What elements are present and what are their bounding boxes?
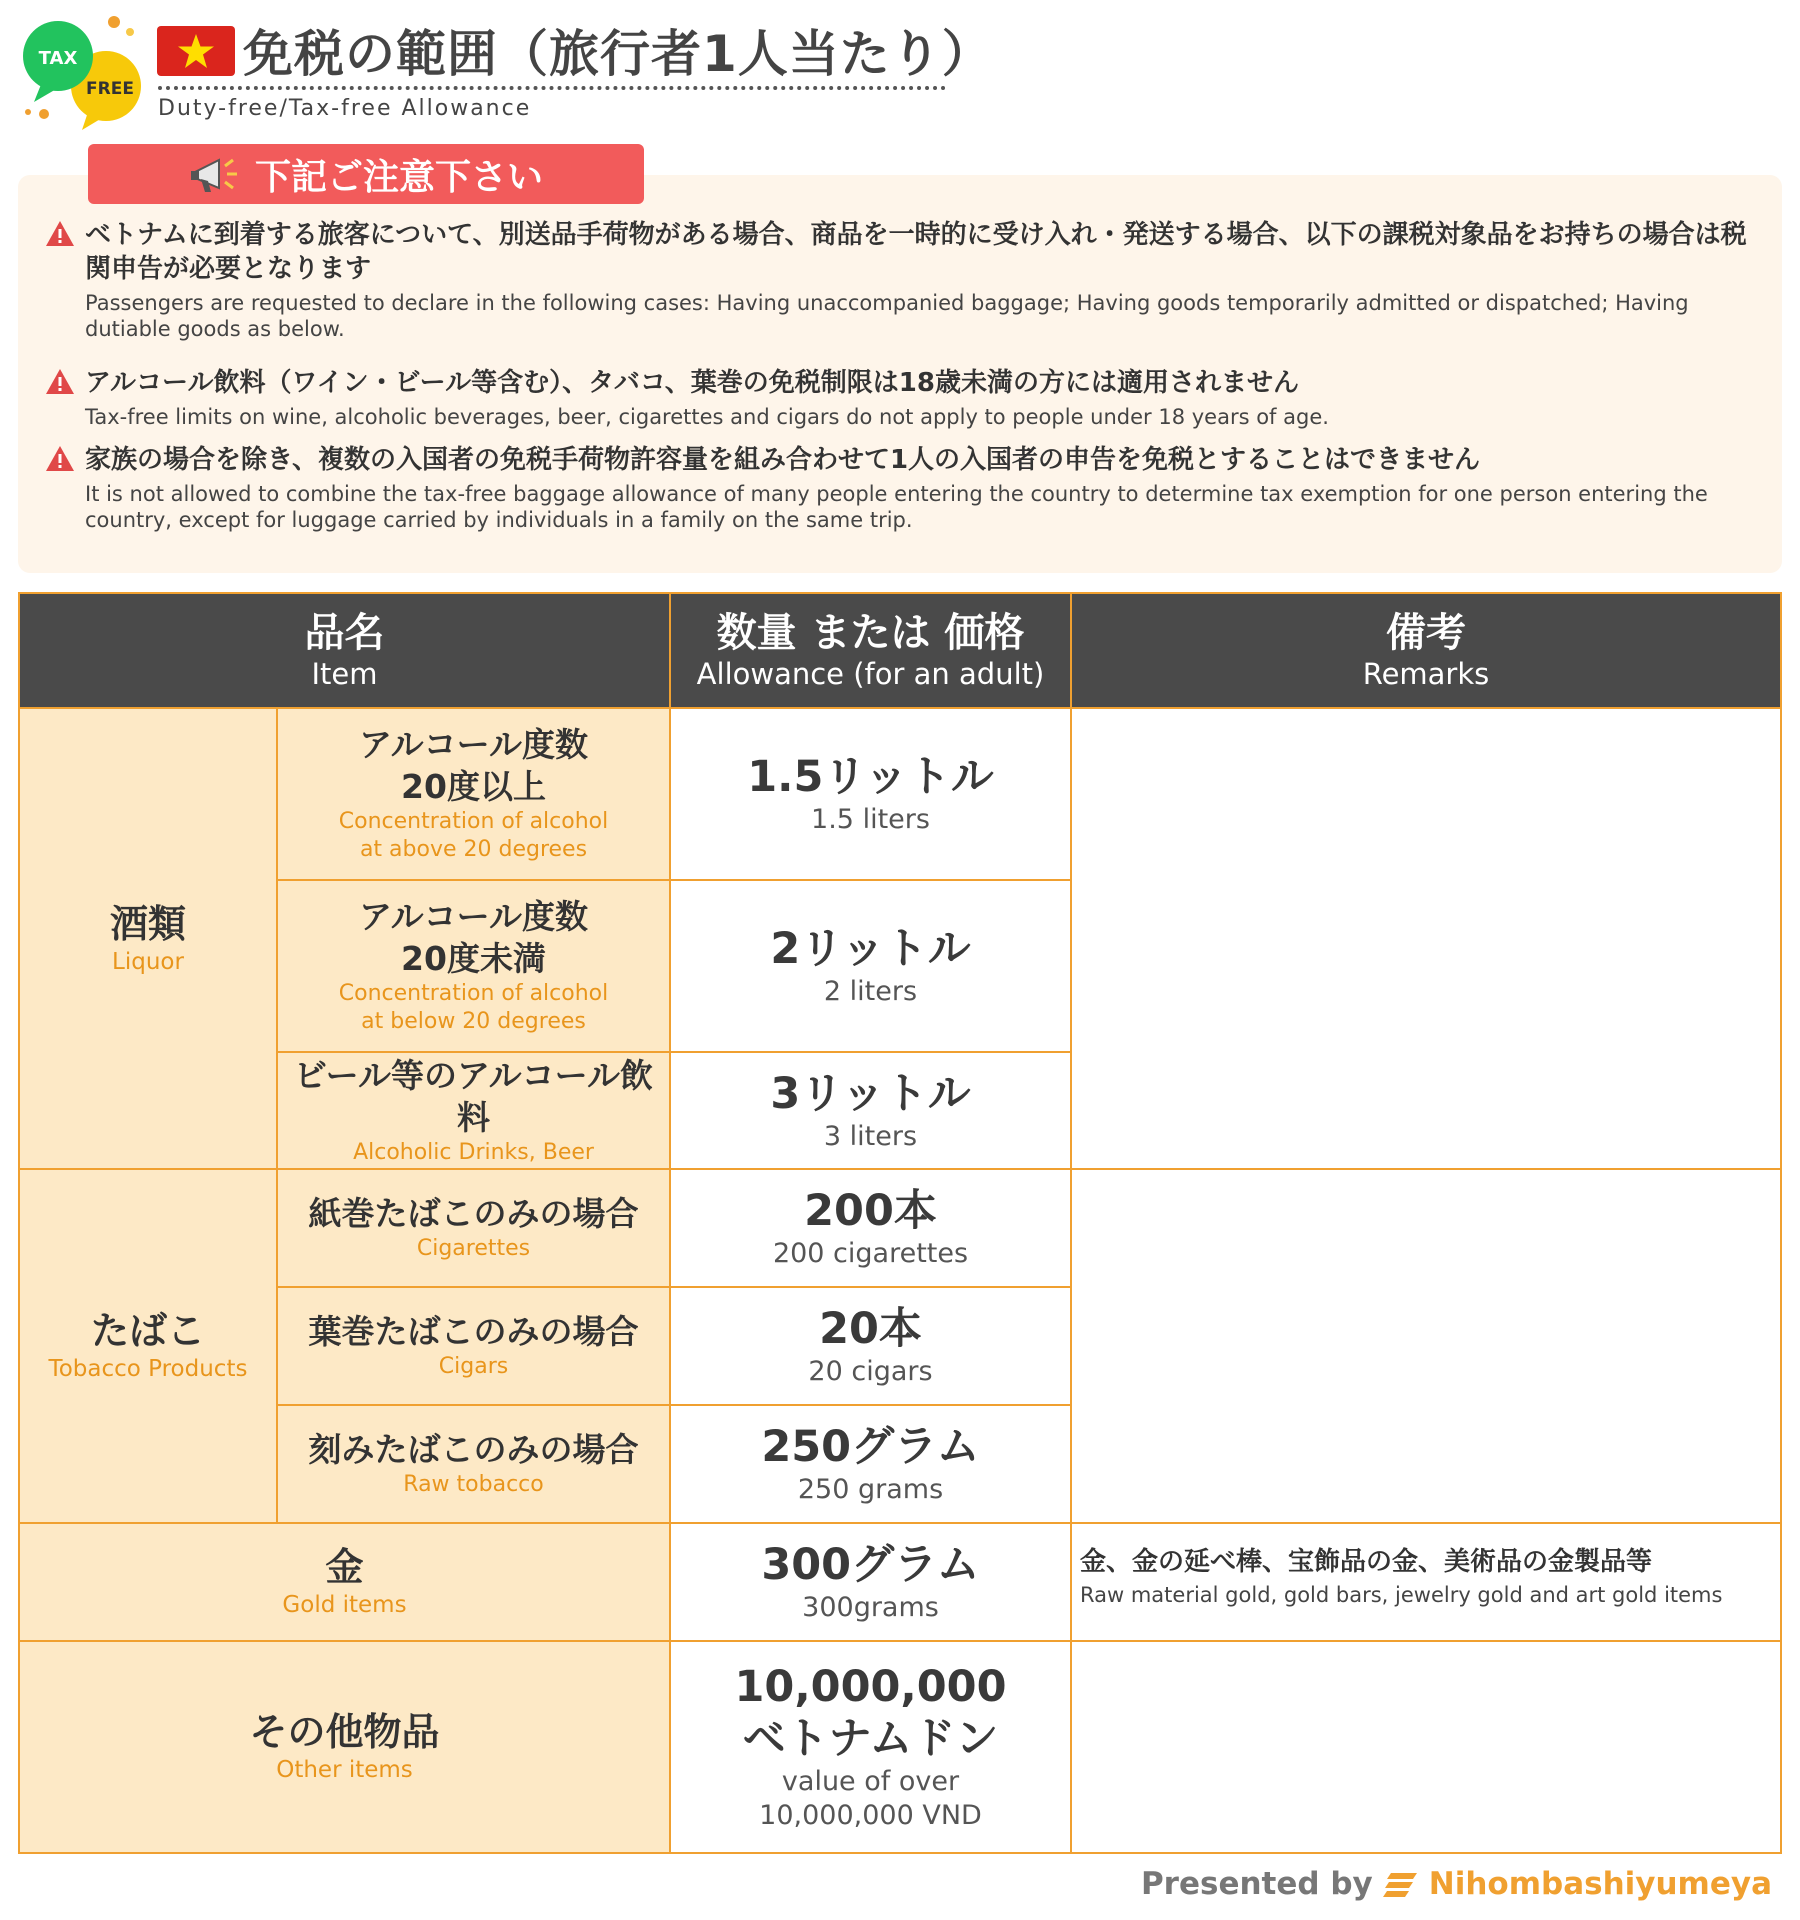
item-en-line1: Concentration of alcohol	[338, 809, 609, 834]
item-jp-line2: 20度以上	[401, 767, 546, 806]
value-jp: 1.5リットル	[747, 752, 994, 802]
allowance-table	[18, 592, 1782, 1854]
value-cigarettes	[671, 1170, 1072, 1288]
header-item-jp: 品名	[304, 609, 385, 656]
category-tobacco	[20, 1170, 278, 1524]
value-jp: 250グラム	[761, 1422, 980, 1472]
value-en: 20 cigars	[808, 1356, 933, 1387]
category-liquor-jp: 酒類	[109, 901, 186, 946]
notice-item-1	[45, 218, 1765, 342]
header-remarks-en: Remarks	[1362, 656, 1490, 691]
category-gold-jp: 金	[325, 1545, 364, 1589]
warning-icon	[45, 220, 75, 248]
item-raw-tobacco	[278, 1406, 671, 1524]
tax-free-bubbles-icon	[22, 14, 152, 134]
item-jp-line1: アルコール度数	[358, 897, 589, 936]
category-other-jp: その他物品	[249, 1710, 440, 1754]
remarks-gold	[1072, 1524, 1780, 1642]
value-jp: 2リットル	[770, 924, 971, 974]
remarks-other	[1072, 1642, 1780, 1852]
item-jp: 紙巻たばこのみの場合	[308, 1194, 639, 1233]
category-tobacco-jp: たばこ	[90, 1309, 205, 1353]
remarks-liquor	[1072, 709, 1780, 1170]
value-en-line2: 10,000,000 VND	[759, 1800, 982, 1831]
value-jp: 300グラム	[761, 1540, 980, 1590]
remarks-gold-jp: 金、金の延べ棒、宝飾品の金、美術品の金製品等	[1080, 1547, 1653, 1577]
item-jp: ビール等のアルコール飲料	[293, 1055, 654, 1137]
item-jp: 刻みたばこのみの場合	[308, 1430, 639, 1469]
item-en: Cigarettes	[416, 1236, 531, 1261]
value-en: 200 cigarettes	[772, 1238, 969, 1269]
value-en-line1: value of over	[781, 1766, 960, 1797]
category-other	[20, 1642, 671, 1852]
item-en-line2: at above 20 degrees	[359, 837, 588, 862]
logo-tax-text: TAX	[38, 48, 78, 69]
remarks-tobacco	[1072, 1170, 1780, 1524]
warning-icon	[45, 445, 75, 473]
item-en: Alcoholic Drinks, Beer	[353, 1139, 594, 1165]
notice-tab-label: 下記ご注意下さい	[254, 156, 543, 198]
notice-item-3	[45, 443, 1765, 533]
value-en: 250 grams	[797, 1474, 944, 1505]
category-gold	[20, 1524, 671, 1642]
item-liquor-above-20	[278, 709, 671, 881]
title-divider	[158, 86, 946, 90]
header-item	[20, 594, 671, 709]
value-gold	[671, 1524, 1072, 1642]
value-liquor-below-20	[671, 881, 1072, 1053]
item-en-line1: Concentration of alcohol	[338, 981, 609, 1006]
header-allowance-jp: 数量 または 価格	[716, 609, 1025, 656]
item-en: Raw tobacco	[403, 1472, 544, 1497]
value-en: 2 liters	[823, 976, 918, 1007]
header-allowance-en: Allowance (for an adult)	[696, 656, 1045, 691]
item-jp-line1: アルコール度数	[358, 725, 589, 764]
value-jp: 20本	[819, 1304, 922, 1354]
category-other-en: Other items	[276, 1757, 413, 1783]
value-jp-line1: 10,000,000	[734, 1662, 1007, 1712]
value-other	[671, 1642, 1072, 1852]
header-remarks-jp: 備考	[1386, 609, 1466, 656]
category-liquor-en: Liquor	[112, 948, 184, 975]
value-liquor-beer	[671, 1053, 1072, 1170]
warning-icon	[45, 368, 75, 396]
header-remarks	[1072, 594, 1780, 709]
category-liquor	[20, 709, 278, 1170]
item-en: Cigars	[438, 1354, 509, 1379]
category-tobacco-en: Tobacco Products	[48, 1356, 248, 1382]
nihombashiyumeya-logo-icon	[1383, 1869, 1419, 1899]
value-liquor-above-20	[671, 709, 1072, 881]
item-liquor-below-20	[278, 881, 671, 1053]
footer-brand: Nihombashiyumeya	[1428, 1866, 1772, 1902]
item-en-line2: at below 20 degrees	[361, 1009, 586, 1034]
megaphone-icon	[189, 152, 241, 196]
item-cigarettes	[278, 1170, 671, 1288]
value-cigars	[671, 1288, 1072, 1406]
item-cigars	[278, 1288, 671, 1406]
value-en: 1.5 liters	[811, 804, 930, 835]
footer-presented-by: Presented by	[1140, 1866, 1373, 1902]
value-raw-tobacco	[671, 1406, 1072, 1524]
page-subtitle: Duty-free/Tax-free Allowance	[158, 96, 532, 121]
notice-item-2-jp: アルコール飲料（ワイン・ビール等含む）、タバコ、葉巻の免税制限は18歳未満の方には適用されません	[85, 368, 1299, 398]
header-allowance	[671, 594, 1072, 709]
value-jp: 200本	[804, 1186, 937, 1236]
notice-item-2-en: Tax-free limits on wine, alcoholic beverages, beer, cigarettes and cigars do not apply to people under 18 years of age.	[85, 405, 1329, 429]
notice-item-3-jp: 家族の場合を除き、複数の入国者の免税手荷物許容量を組み合わせて1人の入国者の申告を免税とすることはできません	[85, 445, 1481, 475]
value-en: 300grams	[802, 1592, 939, 1623]
category-gold-en: Gold items	[282, 1592, 407, 1618]
notice-tab	[88, 144, 644, 204]
flag-star-icon	[176, 32, 216, 70]
item-jp-line2: 20度未満	[401, 939, 546, 978]
remarks-gold-en: Raw material gold, gold bars, jewelry gold and art gold items	[1080, 1583, 1723, 1607]
value-jp-line2: ベトナムドン	[742, 1714, 999, 1764]
notice-item-1-jp: ベトナムに到着する旅客について、別送品手荷物がある場合、商品を一時的に受け入れ・発送する場合、以下の課税対象品をお持ちの場合は税関申告が必要となります	[85, 220, 1747, 284]
notice-item-1-en: Passengers are requested to declare in the following cases: Having unaccompanied baggage; Having goods temporarily admitted or dispatched; Having dutiable goods as below.	[85, 291, 1689, 341]
notice-item-2	[45, 366, 1765, 430]
value-en: 3 liters	[823, 1120, 918, 1152]
logo-free-text: FREE	[86, 79, 134, 99]
page-title: 免税の範囲（旅行者1人当たり）	[243, 25, 993, 83]
footer	[1141, 1866, 1772, 1902]
vietnam-flag-icon	[157, 26, 235, 76]
value-jp: 3リットル	[770, 1068, 971, 1119]
tax-free-logo	[22, 14, 152, 134]
item-jp: 葉巻たばこのみの場合	[308, 1312, 639, 1351]
item-liquor-beer	[278, 1053, 671, 1170]
header-item-en: Item	[311, 656, 378, 691]
notice-item-3-en: It is not allowed to combine the tax-free baggage allowance of many people entering the country to determine tax exemption for one person entering the country, except for luggage carried by individuals in a family on the same trip.	[85, 482, 1708, 532]
